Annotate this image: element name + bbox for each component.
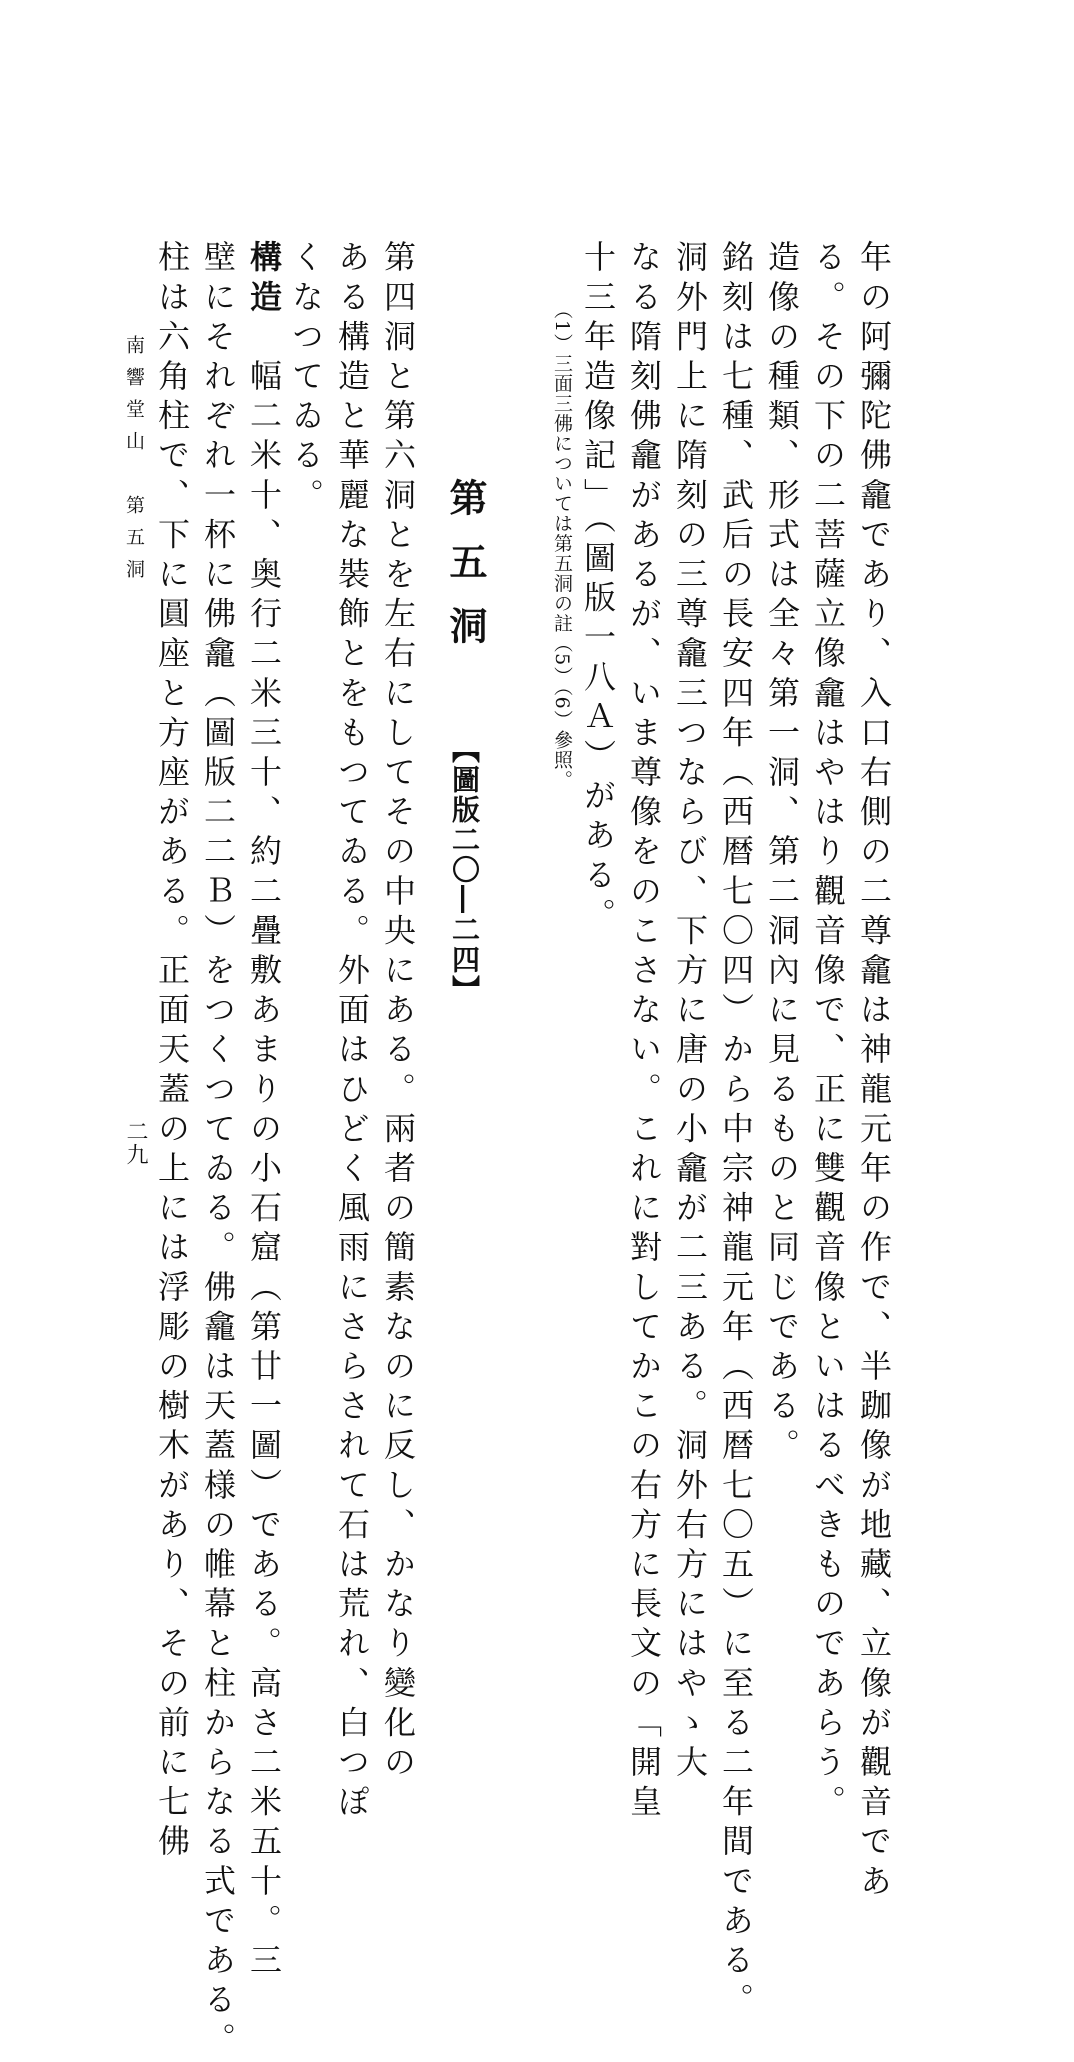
text-column: 十三年造像記」（圖版一八Ａ）がある。	[579, 240, 617, 937]
text-column: 銘刻は七種、武后の長安四年（西暦七〇四）から中宗神龍元年（西暦七〇五）に至る二年間である。	[717, 240, 755, 2022]
footnote: （1）三面三佛については第五洞の註（5）（6）參照。	[551, 300, 573, 790]
structure-first-line: 幅二米十、奥行二米三十、約二疊敷あまりの小石窟（第廿一圖）である。高さ二米五十。三	[245, 319, 283, 1983]
text-column: 壁にそれぞれ一杯に佛龕（圖版二二Ｂ）をつくつてゐる。佛龕は天蓋様の帷幕と柱からなる式である。	[199, 240, 237, 2062]
structure-label: 構造	[245, 240, 283, 320]
text-column: 第四洞と第六洞とを左右にしてその中央にある。兩者の簡素なのに反し、かなり變化の	[379, 240, 417, 1785]
text-column: 年の阿彌陀佛龕であり、入口右側の二尊龕は神龍元年の作で、半跏像が地藏、立像が觀音であ	[855, 240, 893, 1904]
text-column: 造像の種類、形式は全々第一洞、第二洞內に見るものと同じである。	[763, 240, 801, 1468]
section-title: 第五洞	[443, 478, 488, 670]
plate-reference: 【圖版二〇―二四】	[448, 735, 481, 1005]
text-column	[245, 240, 283, 1983]
text-column: る。その下の二菩薩立像龕はやはり觀音像で、正に雙觀音像といはるべきものであらう。	[809, 240, 847, 1824]
running-title: 南響堂山 第五洞	[123, 335, 145, 591]
text-column: くなつてゐる。	[287, 240, 325, 518]
text-column: 柱は六角柱で、下に圓座と方座がある。正面天蓋の上には浮彫の樹木があり、その前に七佛	[153, 240, 191, 1864]
text-column: 洞外門上に隋刻の三尊龕三つならび、下方に唐の小龕が二三ある。洞外右方にはやゝ大	[671, 240, 709, 1785]
text-column: なる隋刻佛龕があるが、いま尊像をのこさない。これに對してかこの右方に長文の「開皇	[625, 240, 663, 1824]
text-column: ある構造と華麗な裝飾とをもつてゐる。外面はひどく風雨にさらされて石は荒れ、白つぽ	[333, 240, 371, 1824]
page-number: 二九	[123, 1120, 148, 1166]
